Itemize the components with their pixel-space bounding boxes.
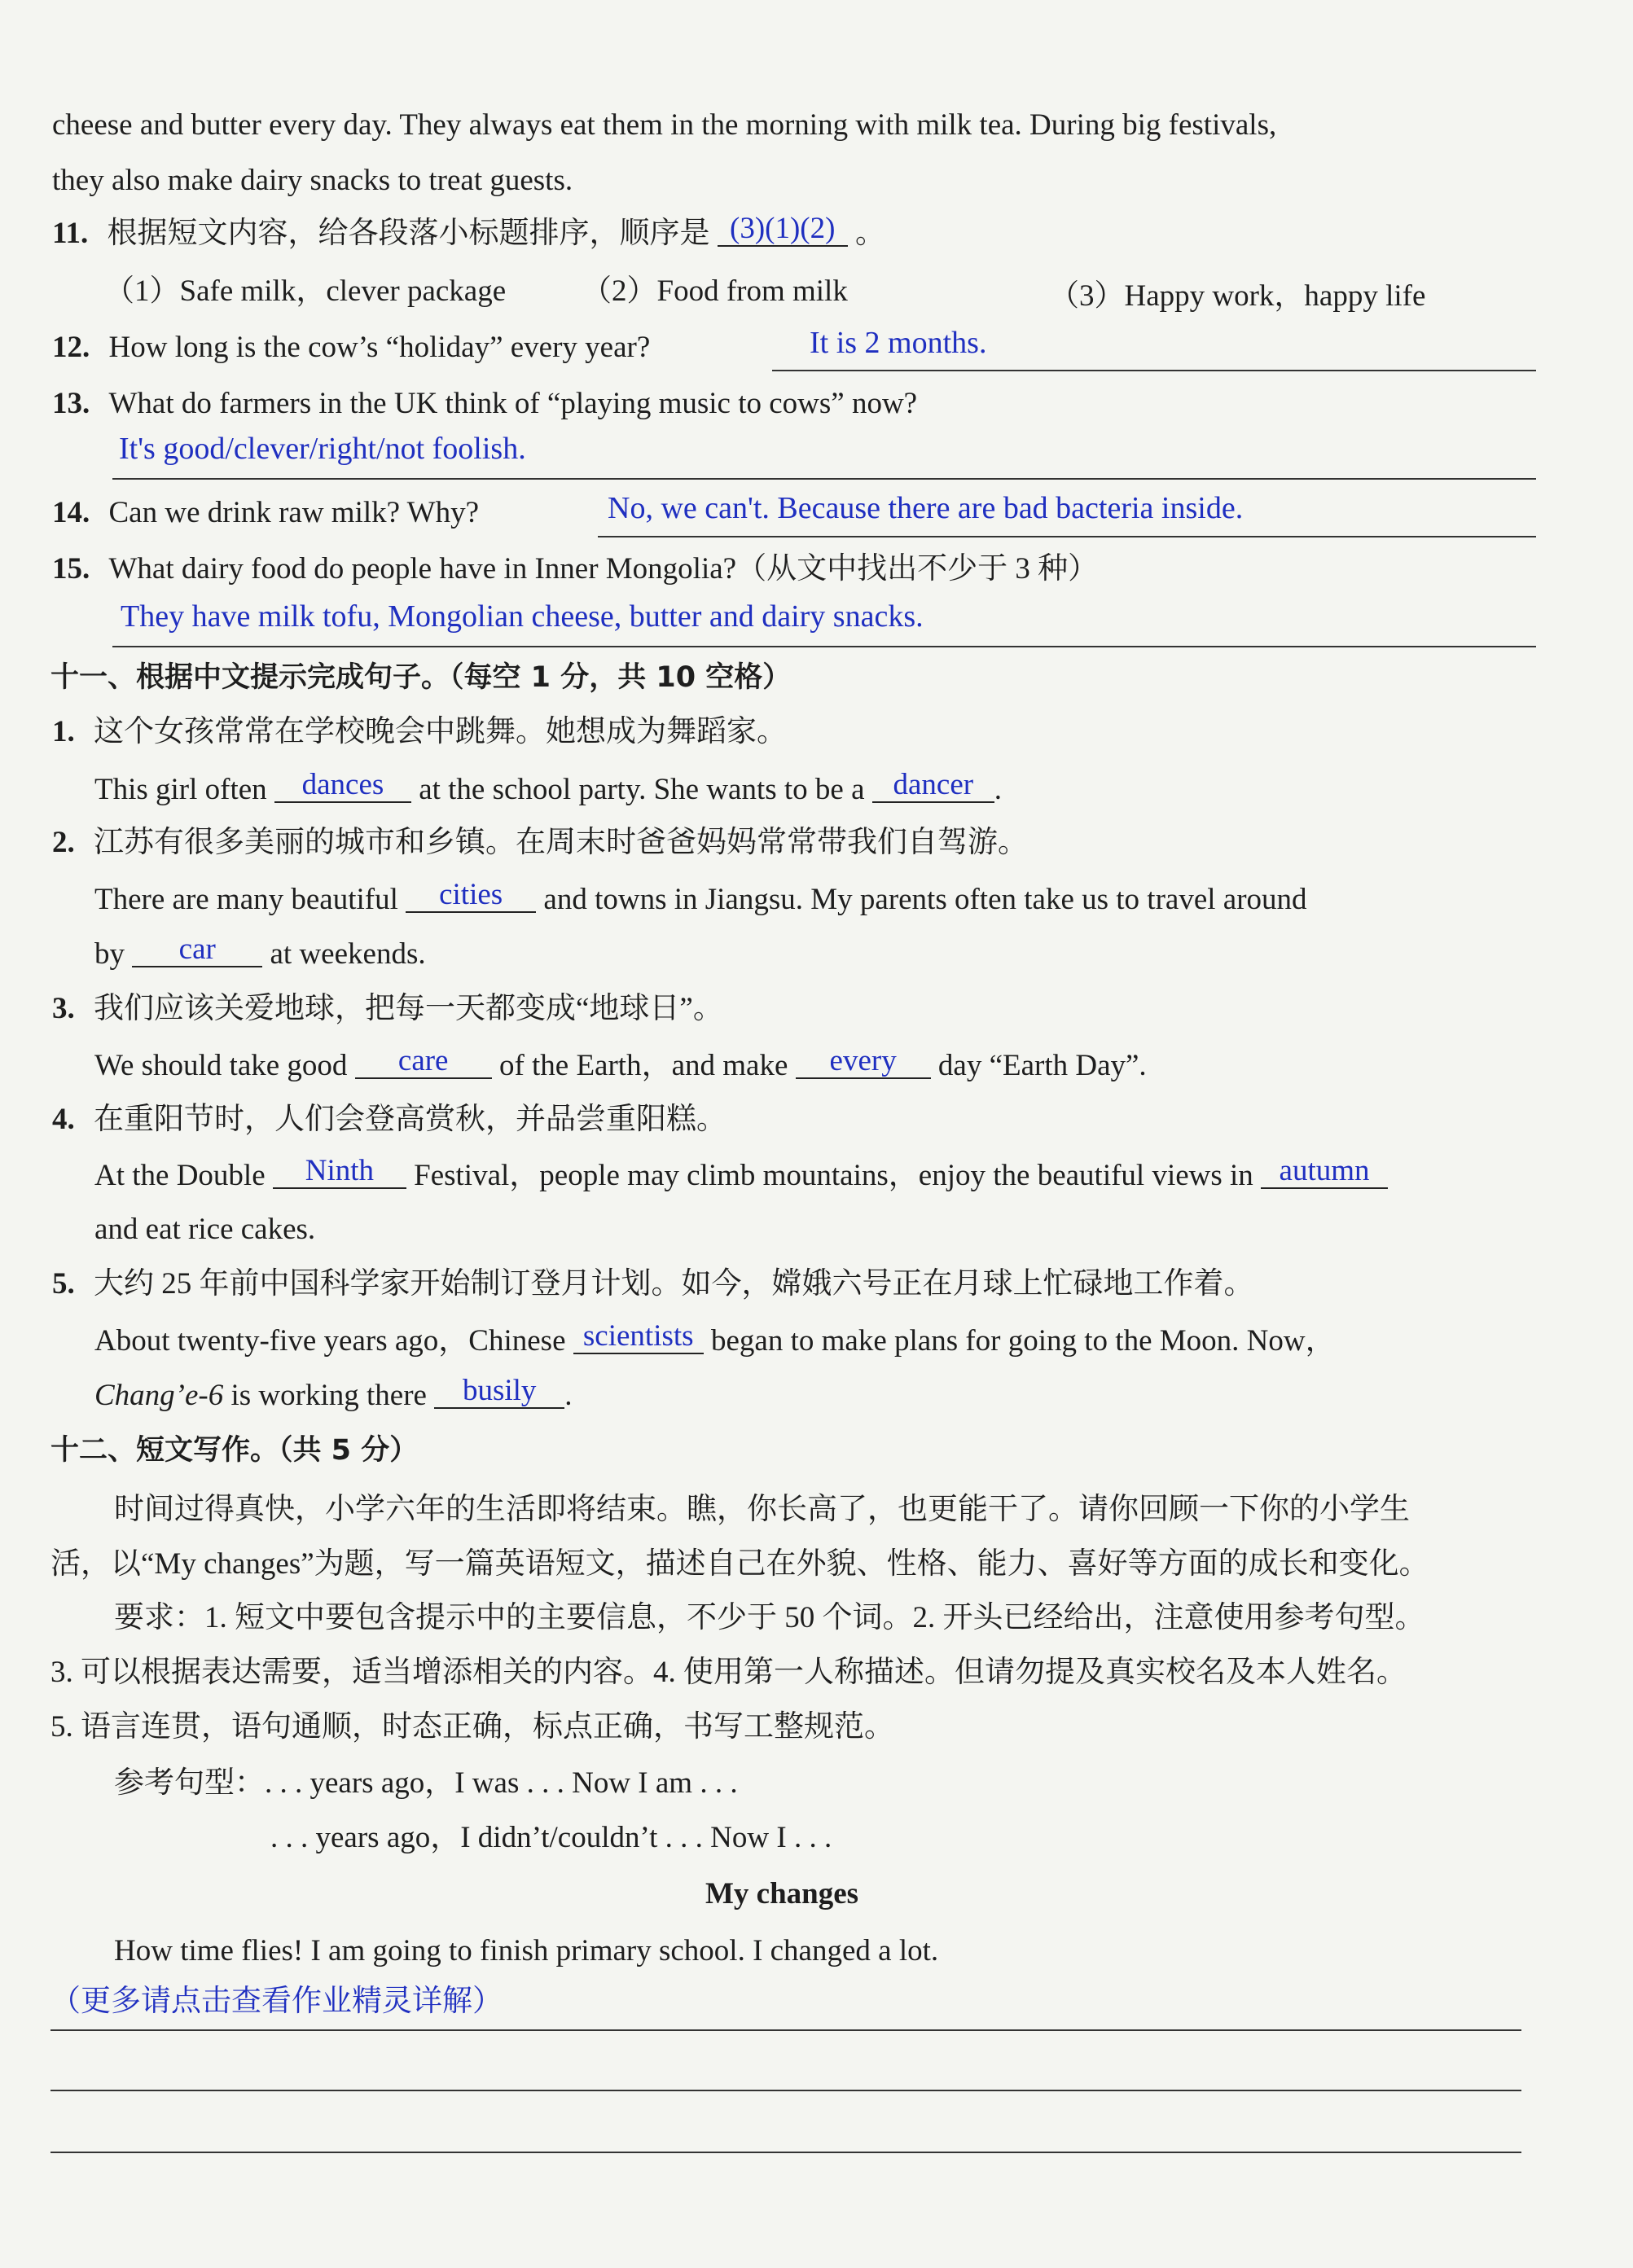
sentence-part: Festival，people may climb mountains，enjoy the beautiful views in xyxy=(414,1159,1253,1192)
chinese-prompt: 我们应该关爱地球，把每一天都变成“地球日”。 xyxy=(94,992,723,1025)
question-13 xyxy=(52,384,917,423)
s11-q3-sentence xyxy=(94,1046,1147,1086)
s11-q5-sentence xyxy=(94,1319,1336,1361)
blank-answer: car xyxy=(132,933,262,967)
blank-answer: cities xyxy=(406,879,536,913)
blank-answer: busily xyxy=(434,1375,564,1409)
sentence-part: We should take good xyxy=(94,1049,348,1082)
option-3: （3）Happy work，happy life xyxy=(1049,279,1426,313)
s11-q5-sentence-2 xyxy=(94,1376,572,1415)
chinese-prompt: 这个女孩常常在学校晚会中跳舞。她想成为舞蹈家。 xyxy=(94,715,787,748)
blank-answer: Ninth xyxy=(273,1155,406,1189)
question-number: 15. xyxy=(52,552,90,586)
intro-line-2: they also make dairy snacks to treat guests. xyxy=(52,164,573,197)
sentence-part: is working there xyxy=(230,1379,427,1412)
question-number: 13. xyxy=(52,387,90,420)
s11-q5-chinese xyxy=(52,1265,1254,1304)
writing-intro-2: 活，以“My changes”为题，写一篇英语短文，描述自己在外貌、性格、能力、喜好等方面的成长和变化。 xyxy=(50,1547,1429,1581)
writing-line xyxy=(50,2090,1521,2091)
blank-answer: care xyxy=(355,1045,492,1079)
sentence-part: of the Earth，and make xyxy=(498,1049,788,1082)
question-12 xyxy=(52,328,650,367)
sentence-part: day “Earth Day”. xyxy=(937,1049,1147,1082)
answer-14: No, we can't. Because there are bad bacteria inside. xyxy=(608,491,1244,525)
reference-label: 参考句型： xyxy=(114,1766,265,1800)
section-12-title: 十二、短文写作。（共 5 分） xyxy=(50,1434,419,1467)
question-number: 2. xyxy=(52,826,75,859)
blank-answer: dancer xyxy=(872,769,994,803)
sentence-part: at weekends. xyxy=(270,937,426,971)
requirement-1: 要求：1. 短文中要包含提示中的主要信息，不少于 50 个词。2. 开头已经给出，注意使用参考句型。 xyxy=(114,1601,1425,1634)
s11-q1-sentence xyxy=(94,770,1002,809)
question-15 xyxy=(52,550,1098,589)
sentence-part: and towns in Jiangsu. My parents often take us to travel around xyxy=(543,883,1307,916)
question-number: 4. xyxy=(52,1103,75,1136)
blank-answer: dances xyxy=(274,769,411,803)
requirement-2: 3. 可以根据表达需要，适当增添相关的内容。4. 使用第一人称描述。但请勿提及真实校名及本人姓名。 xyxy=(50,1656,1407,1689)
blank-answer: autumn xyxy=(1261,1155,1388,1189)
reference-patterns-1 xyxy=(114,1764,738,1803)
question-text: What do farmers in the UK think of “playing music to cows” now? xyxy=(108,387,918,420)
sentence-part: . xyxy=(564,1379,573,1412)
answer-line xyxy=(772,370,1536,371)
question-number: 1. xyxy=(52,715,75,748)
requirement-3: 5. 语言连贯，语句通顺，时态正确，标点正确，书写工整规范。 xyxy=(50,1710,894,1744)
chinese-prompt: 江苏有很多美丽的城市和乡镇。在周末时爸爸妈妈常常带我们自驾游。 xyxy=(94,826,1028,859)
answer-12: It is 2 months. xyxy=(810,326,987,360)
more-details-link[interactable]: （更多请点击查看作业精灵详解） xyxy=(50,1985,503,2018)
option-2: （2）Food from milk xyxy=(582,274,848,308)
question-text: 根据短文内容，给各段落小标题排序，顺序是 xyxy=(107,217,710,250)
s11-q4-sentence xyxy=(94,1156,1388,1195)
question-number: 14. xyxy=(52,496,90,529)
s11-q2-sentence-2 xyxy=(94,932,426,974)
question-14 xyxy=(52,494,479,533)
question-number: 5. xyxy=(52,1267,75,1301)
question-text: How long is the cow’s “holiday” every year? xyxy=(108,331,651,364)
writing-line xyxy=(50,2029,1521,2031)
sentence-part: There are many beautiful xyxy=(94,883,398,916)
option-1: （1）Safe milk，clever package xyxy=(104,274,507,308)
answer-line xyxy=(112,646,1536,647)
reference-patterns-2: . . . years ago，I didn’t/couldn’t . . . Now I . . . xyxy=(270,1821,832,1854)
answer-11: (3)(1)(2) xyxy=(718,213,848,247)
sentence-part: This girl often xyxy=(94,773,267,806)
sentence-part: About twenty-five years ago，Chinese xyxy=(94,1324,566,1358)
essay-title: My changes xyxy=(705,1877,859,1910)
sentence-part: began to make plans for going to the Moon. Now， xyxy=(711,1324,1336,1358)
intro-line-1: cheese and butter every day. They always eat them in the morning with milk tea. During big festivals, xyxy=(52,108,1277,142)
question-11 xyxy=(52,214,885,253)
section-11-title: 十一、根据中文提示完成句子。（每空 1 分，共 10 空格） xyxy=(50,661,792,694)
sentence-part: Chang’e-6 xyxy=(94,1379,224,1412)
s11-q1-chinese xyxy=(52,713,787,752)
sentence-part: At the Double xyxy=(94,1159,266,1192)
answer-13: It's good/clever/right/not foolish. xyxy=(119,432,526,466)
sentence-part: by xyxy=(94,937,125,971)
chinese-prompt: 在重阳节时，人们会登高赏秋，并品尝重阳糕。 xyxy=(94,1103,727,1136)
blank-answer: every xyxy=(796,1045,931,1079)
essay-start: How time flies! I am going to finish primary school. I changed a lot. xyxy=(114,1934,939,1968)
blank-answer: scientists xyxy=(573,1320,704,1354)
sentence-part: . xyxy=(994,773,1003,806)
answer-line xyxy=(112,478,1536,480)
writing-intro-1: 时间过得真快，小学六年的生活即将结束。瞧，你长高了，也更能干了。请你回顾一下你的小学生 xyxy=(114,1493,1410,1526)
s11-q4-chinese xyxy=(52,1100,727,1139)
answer-15: They have milk tofu, Mongolian cheese, butter and dairy snacks. xyxy=(121,599,924,634)
s11-q3-chinese xyxy=(52,989,723,1029)
chinese-prompt: 大约 25 年前中国科学家开始制订登月计划。如今，嫦娥六号正在月球上忙碌地工作着。 xyxy=(94,1267,1254,1301)
s11-q2-sentence xyxy=(94,880,1307,919)
question-text: Can we drink raw milk? Why? xyxy=(108,496,479,529)
s11-q2-chinese xyxy=(52,823,1028,862)
question-text: What dairy food do people have in Inner Mongolia?（从文中找出不少于 3 种） xyxy=(108,552,1099,586)
question-number: 3. xyxy=(52,992,75,1025)
answer-line xyxy=(598,536,1536,537)
question-end: 。 xyxy=(854,217,885,250)
reference-pattern: . . . years ago，I was . . . Now I am . . . xyxy=(265,1766,738,1800)
sentence-part: at the school party. She wants to be a xyxy=(419,773,865,806)
s11-q4-sentence-2: and eat rice cakes. xyxy=(94,1213,316,1246)
writing-line xyxy=(50,2152,1521,2153)
question-number: 12. xyxy=(52,331,90,364)
question-number: 11. xyxy=(52,217,89,250)
